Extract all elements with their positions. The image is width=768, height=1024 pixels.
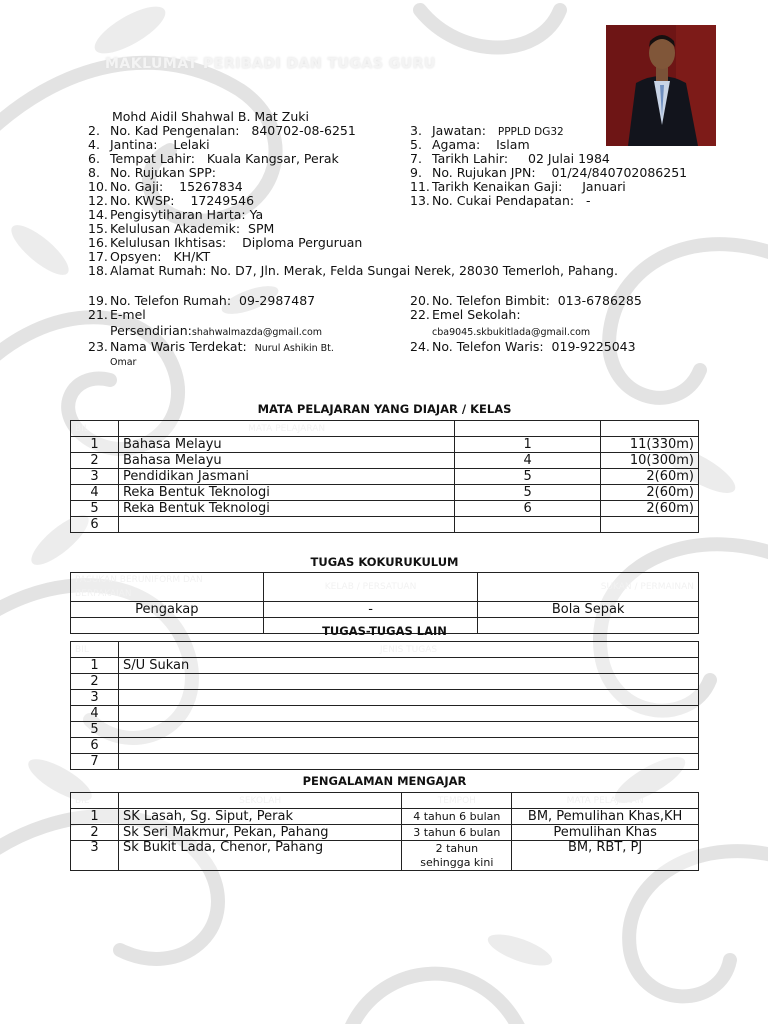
field-birthdate: 7. Tarikh Lahir: 02 Julai 1984 <box>410 151 610 166</box>
column-header <box>455 421 601 437</box>
table-header-row <box>71 642 699 658</box>
table-row: Pengakap - Bola Sepak <box>71 602 699 618</box>
table-header-row <box>71 421 699 437</box>
table-row: 3 Pendidikan Jasmani 5 2(60m) <box>71 469 699 485</box>
table-row: 1 SK Lasah, Sg. Siput, Perak 4 tahun 6 bulan BM, Pemulihan Khas,KH <box>71 809 699 825</box>
field-option: 17. Opsyen: KH/KT <box>88 249 211 264</box>
column-header: BIL <box>71 793 119 809</box>
field-position: 3. Jawatan: PPPLD DG32 <box>410 123 564 138</box>
table-row: 7 <box>71 754 699 770</box>
field-next-of-kin: 23. Nama Waris Terdekat: Nurul Ashikin Bt. <box>88 339 334 354</box>
experience-section-title: PENGALAMAN MENGAJAR <box>302 774 467 788</box>
table-row: 2 <box>71 674 699 690</box>
field-tax-no: 13. No. Cukai Pendapatan: - <box>410 193 591 208</box>
experience-table <box>70 792 699 871</box>
field-spp-ref: 8. No. Rujukan SPP: <box>88 165 216 180</box>
column-header: JENIS TUGAS <box>118 642 698 658</box>
table-row: 2 Sk Seri Makmur, Pekan, Pahang 3 tahun 6 bulan Pemulihan Khas <box>71 825 699 841</box>
page-title: MAKLUMAT PERIBADI DAN TUGAS GURU <box>105 56 436 72</box>
column-header: SEKOLAH <box>118 793 401 809</box>
table-row: 4 Reka Bentuk Teknologi 5 2(60m) <box>71 485 699 501</box>
field-academic-qualification: 15. Kelulusan Akademik: SPM <box>88 221 275 236</box>
field-ic-number: 2. No. Kad Pengenalan: 840702-08-6251 <box>88 123 356 138</box>
other-duties-table <box>70 641 699 770</box>
field-school-email-label: 22. Emel Sekolah: <box>410 307 521 322</box>
field-religion: 5. Agama: Islam <box>410 137 530 152</box>
field-kwsp: 12. No. KWSP: 17249546 <box>88 193 255 208</box>
table-row: 3 <box>71 690 699 706</box>
field-home-phone: 19. No. Telefon Rumah: 09-2987487 <box>88 293 316 308</box>
subjects-table <box>70 420 699 533</box>
table-row: 3 Sk Bukit Lada, Chenor, Pahang 2 tahun sehingga kini BM, RBT, PJ <box>71 841 699 871</box>
table-row: 1 S/U Sukan <box>71 658 699 674</box>
table-row: 5 Reka Bentuk Teknologi 6 2(60m) <box>71 501 699 517</box>
other-duties-section-title: TUGAS-TUGAS LAIN <box>322 624 447 638</box>
table-row: 2 Bahasa Melayu 4 10(300m) <box>71 453 699 469</box>
table-row: 1 Bahasa Melayu 1 11(330m) <box>71 437 699 453</box>
column-header: MATA PELAJARAN <box>512 793 699 809</box>
field-jpn-ref: 9. No. Rujukan JPN: 01/24/840702086251 <box>410 165 688 180</box>
column-header: TEMPOH <box>402 793 512 809</box>
column-header: PASUKAN BERUNIFORM DAN BERPAKAIAN <box>71 573 264 602</box>
table-row: 6 <box>71 738 699 754</box>
field-home-address: 18. Alamat Rumah: No. D7, Jln. Merak, Felda Sungai Nerek, 28030 Temerloh, Pahang. <box>88 263 618 278</box>
field-birthplace: 6. Tempat Lahir: Kuala Kangsar, Perak <box>88 151 339 166</box>
column-header: KELAB / PERSATUAN <box>263 573 478 602</box>
field-asset-declaration: 14. Pengisytiharan Harta: Ya <box>88 207 264 222</box>
field-next-of-kin-cont: Omar <box>110 357 137 368</box>
field-kin-phone: 24. No. Telefon Waris: 019-9225043 <box>410 339 636 354</box>
field-professional-qualification: 16. Kelulusan Ikhtisas: Diploma Perguruan <box>88 235 363 250</box>
table-row: 4 <box>71 706 699 722</box>
field-personal-email: Persendirian:shahwalmazda@gmail.com <box>110 323 323 338</box>
field-personal-email-label: 21. E-mel <box>88 307 146 322</box>
column-header: BIL <box>71 642 119 658</box>
column-header: MATA PELAJARAN <box>118 421 454 437</box>
field-salary-raise-date: 11. Tarikh Kenaikan Gaji: Januari <box>410 179 626 194</box>
field-gender: 4. Jantina: Lelaki <box>88 137 210 152</box>
table-row: 6 <box>71 517 699 533</box>
column-header: SUKAN / PERMAINAN <box>478 573 699 602</box>
table-header-row <box>71 793 699 809</box>
field-school-email: cba9045.skbukitlada@gmail.com <box>432 327 591 338</box>
column-header: BIL <box>71 421 119 437</box>
cocurricular-section-title: TUGAS KOKURUKULUM <box>310 555 459 569</box>
field-salary-no: 10. No. Gaji: 15267834 <box>88 179 243 194</box>
subjects-section-title: MATA PELAJARAN YANG DIAJAR / KELAS <box>257 402 512 416</box>
field-mobile-phone: 20. No. Telefon Bimbit: 013-6786285 <box>410 293 642 308</box>
table-row: 5 <box>71 722 699 738</box>
profile-photo <box>606 25 716 146</box>
table-header-row <box>71 573 699 602</box>
column-header <box>601 421 699 437</box>
full-name: Mohd Aidil Shahwal B. Mat Zuki <box>112 109 309 124</box>
